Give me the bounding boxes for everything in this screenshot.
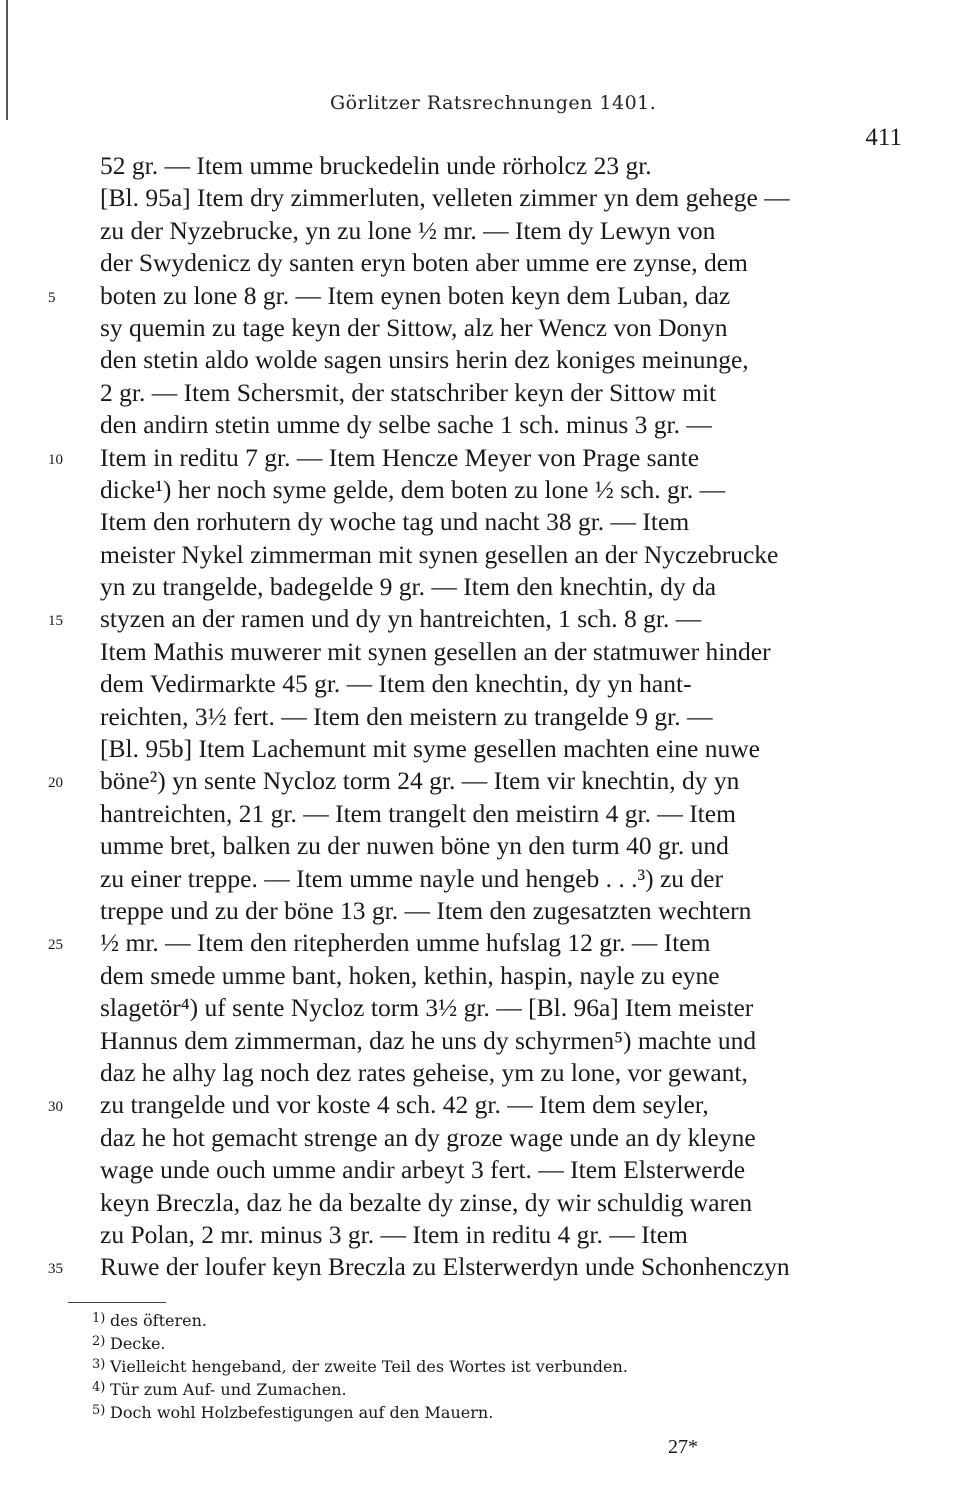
line-text: [Bl. 95a] Item dry zimmerluten, velleten zimmer yn dem gehege — — [100, 183, 790, 213]
text-line — [100, 830, 880, 862]
line-number: 35 — [48, 1261, 63, 1278]
line-number: 5 — [48, 289, 56, 306]
line-text: Item Mathis muwerer mit synen gesellen an der statmuwer hinder — [100, 636, 771, 666]
text-line — [100, 312, 880, 344]
line-number: 25 — [48, 937, 63, 954]
line-text: zu Polan, 2 mr. minus 3 gr. — Item in reditu 4 gr. — Item — [100, 1219, 688, 1249]
line-text: den stetin aldo wolde sagen unsirs herin dez koniges meinunge, — [100, 345, 749, 375]
line-text: daz he alhy lag noch dez rates geheise, ym zu lone, vor gewant, — [100, 1057, 748, 1087]
line-text: ½ mr. — Item den ritepherden umme hufslag 12 gr. — Item — [100, 928, 711, 958]
line-text: hantreichten, 21 gr. — Item trangelt den meistirn 4 gr. — Item — [100, 798, 736, 828]
text-line — [100, 409, 880, 441]
line-text: 52 gr. — Item umme bruckedelin unde rörholcz 23 gr. — [100, 151, 652, 180]
text-line — [100, 344, 880, 376]
text-line — [48, 927, 880, 959]
text-line — [100, 150, 880, 182]
line-text: dem Vedirmarkte 45 gr. — Item den knechtin, dy yn hant- — [100, 669, 692, 699]
footnote-text: Doch wohl Holzbefestigungen auf den Mauern. — [110, 1403, 494, 1422]
text-line — [100, 636, 880, 668]
line-text: meister Nykel zimmerman mit synen gesellen an der Nyczebrucke — [100, 539, 779, 569]
signature-mark: 27* — [668, 1436, 698, 1458]
line-number: 20 — [48, 775, 63, 792]
text-line — [100, 571, 880, 603]
footnote — [92, 1331, 792, 1354]
text-line — [100, 992, 880, 1024]
footnote-mark: 2) — [92, 1334, 106, 1349]
footnote-mark: 1) — [92, 1311, 106, 1326]
line-text: wage unde ouch umme andir arbeyt 3 fert. — Item Elsterwerde — [100, 1155, 746, 1185]
text-line — [100, 895, 880, 927]
line-text: yn zu trangelde, badegelde 9 gr. — Item den knechtin, dy da — [100, 572, 717, 602]
text-line — [100, 668, 880, 700]
line-number: 30 — [48, 1099, 63, 1116]
line-text: [Bl. 95b] Item Lachemunt mit syme gesellen machten eine nuwe — [100, 734, 760, 764]
text-line — [48, 1089, 880, 1121]
footnote-rule — [68, 1302, 166, 1303]
text-line — [100, 798, 880, 830]
line-number: 10 — [48, 451, 63, 468]
text-line — [100, 1122, 880, 1154]
text-line — [100, 1025, 880, 1057]
line-text: Item den rorhutern dy woche tag und nacht 38 gr. — Item — [100, 507, 690, 537]
line-number: 15 — [48, 613, 63, 630]
footnote-text: Decke. — [110, 1334, 166, 1353]
text-line — [100, 1219, 880, 1251]
line-text: Hannus dem zimmerman, daz he uns dy schyrmen⁵) machte und — [100, 1025, 757, 1055]
line-text: treppe und zu der böne 13 gr. — Item den zugesatzten wechtern — [100, 895, 752, 925]
line-text: der Swydenicz dy santen eryn boten aber umme ere zynse, dem — [100, 248, 748, 278]
footnote-mark: 3) — [92, 1357, 106, 1372]
text-line — [100, 506, 880, 538]
text-line — [100, 1154, 880, 1186]
footnote — [92, 1377, 792, 1400]
text-line — [48, 603, 880, 635]
text-line — [48, 280, 880, 312]
footnote-mark: 5) — [92, 1403, 106, 1418]
footnote — [92, 1400, 792, 1423]
text-line — [100, 247, 880, 279]
line-text: Item in reditu 7 gr. — Item Hencze Meyer von Prage sante — [100, 442, 700, 472]
footnote — [92, 1354, 792, 1377]
text-line — [100, 733, 880, 765]
text-line — [48, 765, 880, 797]
line-text: daz he hot gemacht strenge an dy groze wage unde an dy kleyne — [100, 1122, 756, 1152]
line-text: keyn Breczla, daz he da bezalte dy zinse, dy wir schuldig waren — [100, 1187, 753, 1217]
line-text: dicke¹) her noch syme gelde, dem boten zu lone ½ sch. gr. — — [100, 474, 726, 504]
main-text — [48, 150, 880, 1284]
text-line — [100, 215, 880, 247]
line-text: reichten, 3½ fert. — Item den meistern zu trangelde 9 gr. — — [100, 701, 713, 731]
line-text: zu trangelde und vor koste 4 sch. 42 gr. — Item dem seyler, — [100, 1090, 709, 1120]
footnote-text: Vielleicht hengeband, der zweite Teil des Wortes ist verbunden. — [110, 1357, 628, 1376]
line-text: sy quemin zu tage keyn der Sittow, alz her Wencz von Donyn — [100, 312, 728, 342]
text-line — [100, 960, 880, 992]
footnote-text: Tür zum Auf- und Zumachen. — [110, 1380, 347, 1399]
text-line — [48, 1251, 880, 1283]
binding-edge-line — [6, 0, 8, 120]
line-text: Ruwe der loufer keyn Breczla zu Elsterwerdyn unde Schonhenczyn — [100, 1252, 790, 1282]
text-line — [100, 377, 880, 409]
line-text: zu der Nyzebrucke, yn zu lone ½ mr. — Item dy Lewyn von — [100, 215, 716, 245]
text-line — [100, 539, 880, 571]
footnote — [92, 1308, 792, 1331]
page-number: 411 — [865, 124, 902, 151]
line-text: slagetör⁴) uf sente Nycloz torm 3½ gr. — [Bl. 96a] Item meister — [100, 993, 754, 1023]
footnote-text: des öfteren. — [110, 1311, 207, 1330]
text-line — [100, 1057, 880, 1089]
text-line — [100, 863, 880, 895]
line-text: umme bret, balken zu der nuwen böne yn den turm 40 gr. und — [100, 831, 729, 861]
text-line — [100, 1187, 880, 1219]
text-line — [100, 701, 880, 733]
text-line — [100, 182, 880, 214]
footnote-mark: 4) — [92, 1380, 106, 1395]
text-line — [100, 474, 880, 506]
line-text: styzen an der ramen und dy yn hantreichten, 1 sch. 8 gr. — — [100, 604, 702, 634]
running-title: Görlitzer Ratsrechnungen 1401. — [330, 92, 657, 114]
line-text: 2 gr. — Item Schersmit, der statschriber keyn der Sittow mit — [100, 377, 717, 407]
line-text: dem smede umme bant, hoken, kethin, haspin, nayle zu eyne — [100, 960, 720, 990]
line-text: zu einer treppe. — Item umme nayle und hengeb . . .³) zu der — [100, 863, 723, 893]
text-line — [48, 442, 880, 474]
line-text: böne²) yn sente Nycloz torm 24 gr. — Item vir knechtin, dy yn — [100, 766, 740, 796]
line-text: boten zu lone 8 gr. — Item eynen boten keyn dem Luban, daz — [100, 280, 731, 310]
line-text: den andirn stetin umme dy selbe sache 1 sch. minus 3 gr. — — [100, 410, 712, 440]
footnotes — [92, 1308, 792, 1423]
